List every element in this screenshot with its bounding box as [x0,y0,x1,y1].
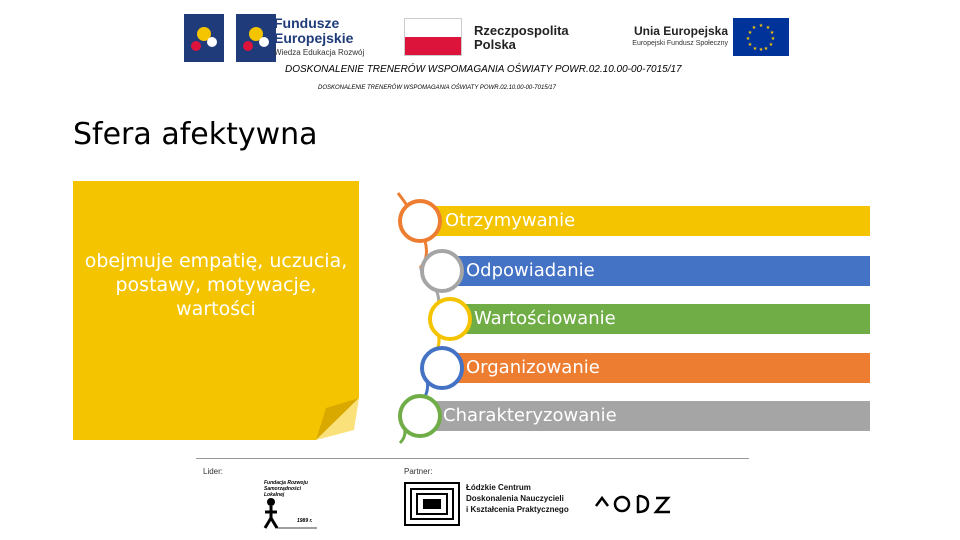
note-text: obejmuje empatię, uczucia, postawy, motywacje, wartości [84,250,348,320]
level-label-charakteryzowanie: Charakteryzowanie [443,405,617,426]
lc-line1: Łódzkie Centrum [466,483,531,492]
rp-line1: Rzeczpospolita [474,23,569,38]
fe-line2: Europejskie [274,30,354,46]
level-circle-otrzymywanie [398,199,442,243]
svg-text:★: ★ [769,30,775,36]
svg-text:★: ★ [752,46,758,52]
slide-title: Sfera afektywna [73,117,318,152]
footer-lider-label: Lider: [203,467,224,476]
svg-text:★: ★ [765,25,771,31]
rzeczpospolita-logo [404,18,574,58]
fundusze-europejskie-logo [182,12,382,64]
svg-text:★: ★ [751,25,757,31]
lc-line2: Doskonalenia Nauczycieli [466,494,564,503]
lcdnikp-logo-icon [404,482,460,526]
footer-partner-label: Partner: [404,467,433,476]
unia-europejska-logo [600,18,790,60]
svg-text:★: ★ [763,46,769,52]
level-circle-charakteryzowanie [398,394,442,438]
fe-flag-icon [182,12,226,64]
level-label-otrzymywanie: Otrzymywanie [445,210,576,231]
polish-flag-icon [404,18,462,56]
lcdnikp-logo-text [466,482,569,515]
rp-logo-name [474,24,569,52]
logo-bar [0,0,960,70]
level-label-odpowiadanie: Odpowiadanie [466,260,595,281]
level-label-organizowanie: Organizowanie [466,357,600,378]
svg-text:★: ★ [747,42,753,48]
note-fold-corner [316,398,359,440]
svg-text:★: ★ [745,36,751,42]
svg-text:★: ★ [747,30,753,36]
level-label-wartosciowanie: Wartościowanie [474,308,616,329]
level-circle-organizowanie [420,346,464,390]
svg-text:★: ★ [770,36,776,42]
frsl-logo-text: Fundacja Rozwoju Samorządności Lokalnej [264,480,308,498]
footer-divider [196,458,749,459]
rp-line2: Polska [474,37,516,52]
lodz-logo [592,488,674,518]
fe-flag-icon [234,12,278,64]
fe-line1: Fundusze [274,15,340,31]
svg-text:★: ★ [758,23,764,29]
svg-text:★: ★ [758,47,764,53]
project-line-small: DOSKONALENIE TRENERÓW WSPOMAGANIA OŚWIATY POWR.02.10.00-00-7015/17 [318,85,556,91]
ue-logo-sub: Europejski Fundusz Społeczny [632,40,728,47]
frsl-logo-year: 1989 r. [297,518,313,524]
level-circle-wartosciowanie [428,297,472,341]
eu-flag-icon [733,18,789,56]
level-circle-odpowiadanie [420,249,464,293]
ue-logo-name: Unia Europejska [633,24,728,38]
project-line: DOSKONALENIE TRENERÓW WSPOMAGANIA OŚWIATY POWR.02.10.00-00-7015/17 [285,64,682,75]
lc-line3: i Kształcenia Praktycznego [466,505,569,514]
fe-logo-name [274,16,353,46]
svg-text:★: ★ [768,42,774,48]
fe-logo-sub: Wiedza Edukacja Rozwój [274,48,365,57]
